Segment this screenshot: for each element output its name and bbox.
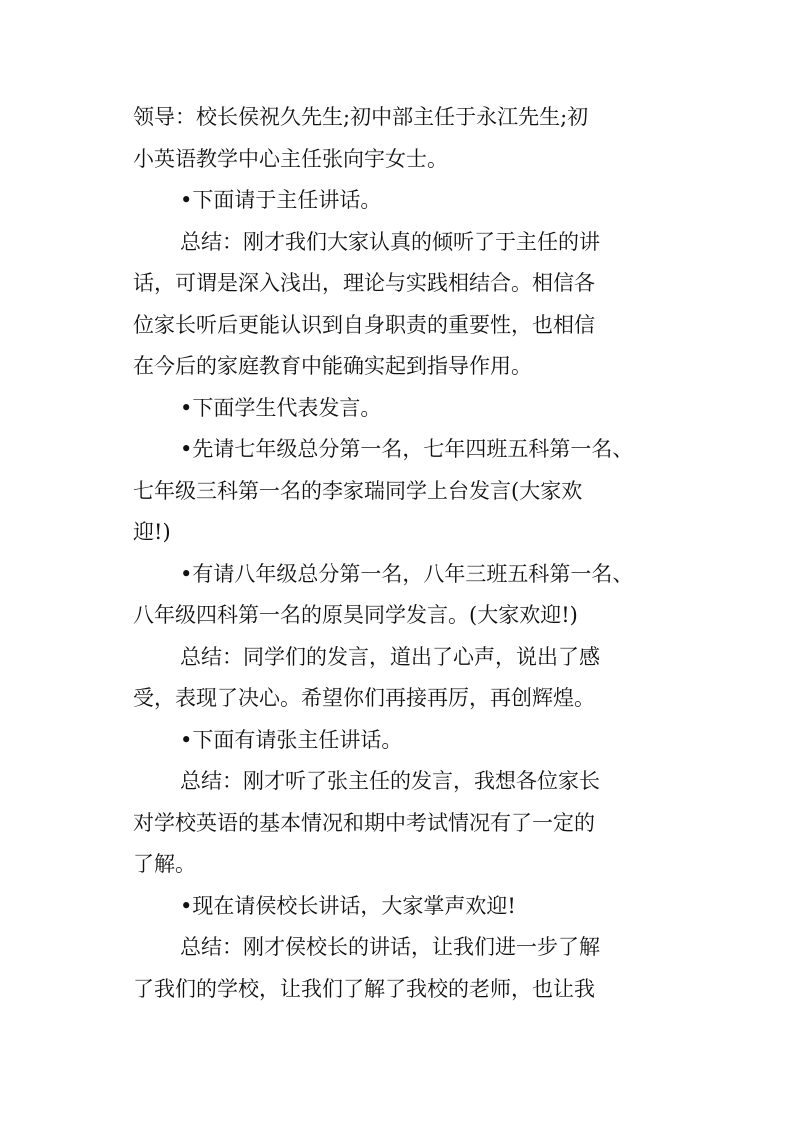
text-line: •有请八年级总分第一名，八年三班五科第一名、 xyxy=(180,561,634,586)
text-line: 对学校英语的基本情况和期中考试情况有了一定的 xyxy=(133,810,595,835)
text-line: •下面有请张主任讲话。 xyxy=(180,727,403,752)
text-line: 了我们的学校，让我们了解了我校的老师，也让我 xyxy=(133,976,595,1001)
text-line: 领导：校长侯祝久先生;初中部主任于永江先生;初 xyxy=(133,105,589,129)
text-line: 总结：刚才听了张主任的发言，我想各位家长 xyxy=(180,769,600,793)
text-line: 总结：刚才侯校长的讲话，让我们进一步了解 xyxy=(180,935,600,959)
text-line: 了解。 xyxy=(133,852,196,876)
text-line: 八年级四科第一名的原昊同学发言。(大家欢迎!) xyxy=(133,603,578,627)
text-line: 总结：同学们的发言，道出了心声，说出了感 xyxy=(180,644,600,669)
text-line: •下面请于主任讲话。 xyxy=(180,188,382,212)
document-body xyxy=(133,97,673,1010)
text-line: 受，表现了决心。希望你们再接再厉，再创辉煌。 xyxy=(133,686,595,710)
text-line: 小英语教学中心主任张向宇女士。 xyxy=(133,146,448,171)
text-line: 话，可谓是深入浅出，理论与实践相结合。相信各 xyxy=(133,271,595,295)
text-line: 位家长听后更能认识到自身职责的重要性，也相信 xyxy=(133,312,595,337)
text-line: 总结：刚才我们大家认真的倾听了于主任的讲 xyxy=(180,229,600,254)
text-line: •下面学生代表发言。 xyxy=(180,395,382,420)
text-line: •先请七年级总分第一名，七年四班五科第一名、 xyxy=(180,437,634,461)
text-line: 在今后的家庭教育中能确实起到指导作用。 xyxy=(133,354,532,378)
text-line: •现在请侯校长讲话，大家掌声欢迎! xyxy=(180,893,516,918)
text-line: 七年级三科第一名的李家瑞同学上台发言(大家欢 xyxy=(133,478,583,503)
text-line: 迎!) xyxy=(133,520,171,544)
